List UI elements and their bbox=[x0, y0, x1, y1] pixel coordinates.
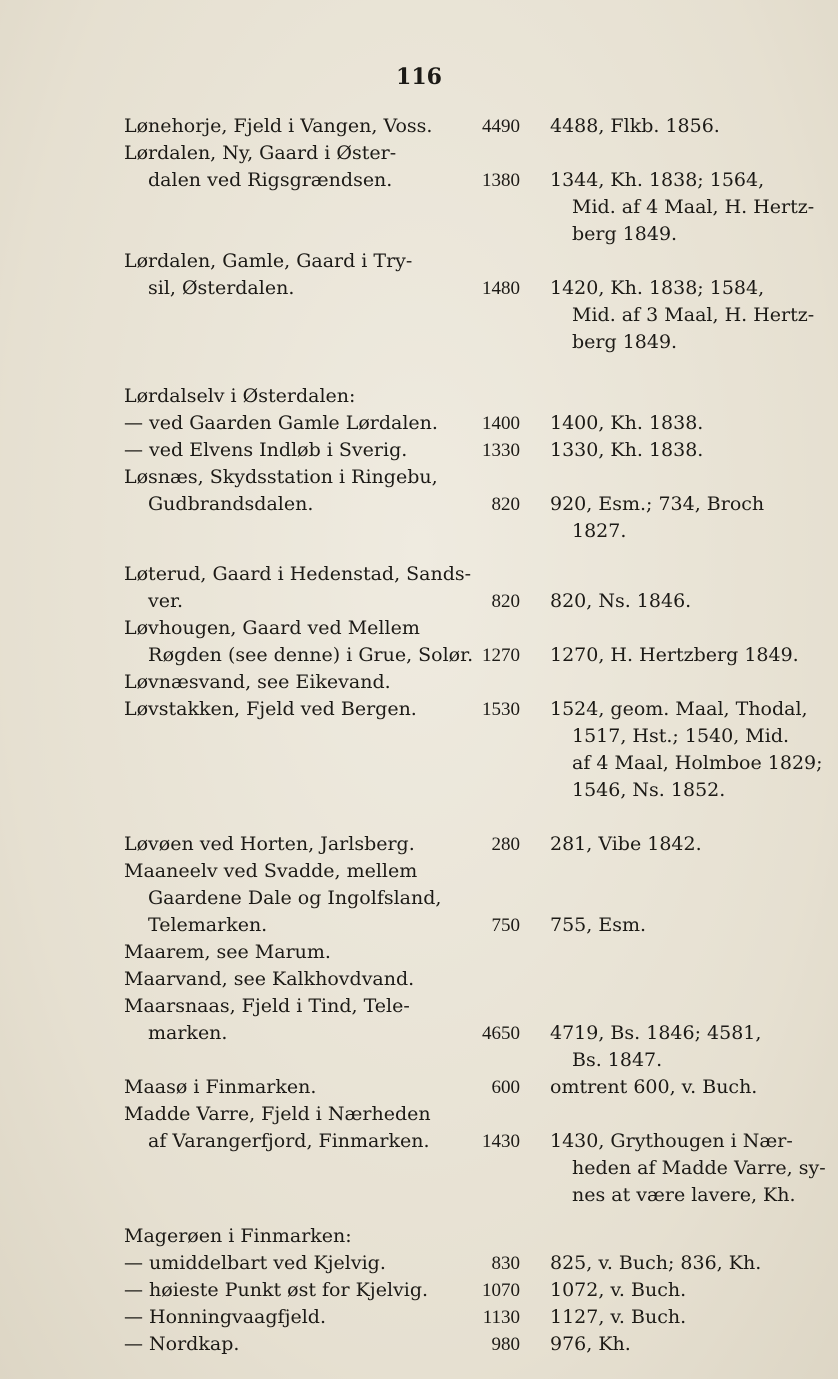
entry-source: berg 1849. bbox=[572, 223, 678, 245]
entry-name: Magerøen i Finmarken: bbox=[124, 1224, 352, 1247]
entry-row bbox=[0, 1223, 838, 1250]
entry-name: Maarvand, see Kalkhovdvand. bbox=[124, 968, 415, 991]
list-item bbox=[0, 140, 838, 248]
entry-list bbox=[0, 113, 838, 1358]
entry-row bbox=[0, 113, 838, 140]
list-item bbox=[0, 464, 838, 561]
entry-height: 280 bbox=[491, 834, 520, 856]
entry-source: 4719, Bs. 1846; 4581, bbox=[550, 1022, 762, 1045]
list-item bbox=[0, 383, 838, 410]
entry-row bbox=[0, 383, 838, 410]
list-item bbox=[0, 248, 838, 383]
entry-row bbox=[0, 777, 838, 804]
entry-name: — umiddelbart ved Kjelvig. bbox=[124, 1251, 386, 1274]
list-item bbox=[0, 939, 838, 966]
entry-source: Mid. af 3 Maal, H. Hertz- bbox=[572, 304, 815, 326]
list-item bbox=[0, 1304, 838, 1331]
entry-name: Telemarken. bbox=[148, 914, 268, 937]
entry-source: Bs. 1847. bbox=[572, 1049, 663, 1072]
entry-name: Løterud, Gaard i Hedenstad, Sands- bbox=[124, 563, 472, 586]
entry-row bbox=[0, 140, 838, 167]
entry-row bbox=[0, 642, 838, 669]
entry-height: 820 bbox=[491, 494, 520, 515]
entry-name: Maaneelv ved Svadde, mellem bbox=[124, 860, 418, 883]
entry-source: af 4 Maal, Holmboe 1829; bbox=[572, 752, 823, 775]
entry-row bbox=[0, 669, 838, 696]
entry-height: 1270 bbox=[482, 645, 520, 667]
entry-name: sil, Østerdalen. bbox=[148, 277, 295, 299]
entry-name: Gudbrandsdalen. bbox=[148, 493, 314, 515]
entry-row bbox=[0, 1277, 838, 1304]
entry-name: ver. bbox=[148, 590, 184, 613]
entry-source: 1524, geom. Maal, Thodal, bbox=[550, 698, 808, 721]
entry-source: 825, v. Buch; 836, Kh. bbox=[550, 1251, 762, 1274]
entry-name: Løsnæs, Skydsstation i Ringebu, bbox=[124, 466, 438, 488]
list-item bbox=[0, 696, 838, 831]
entry-height: 1330 bbox=[482, 440, 520, 461]
entry-row bbox=[0, 966, 838, 993]
entry-row bbox=[0, 275, 838, 302]
entry-name: Røgden (see denne) i Grue, Solør. bbox=[148, 644, 474, 667]
entry-gap bbox=[0, 545, 838, 561]
entry-name: Løvstakken, Fjeld ved Bergen. bbox=[124, 698, 417, 721]
entry-name: Lørdalen, Ny, Gaard i Øster- bbox=[124, 142, 397, 164]
entry-source: omtrent 600, v. Buch. bbox=[550, 1076, 758, 1099]
entry-row bbox=[0, 1331, 838, 1358]
entry-name: — Nordkap. bbox=[124, 1332, 240, 1355]
entry-source: nes at være lavere, Kh. bbox=[572, 1184, 796, 1207]
entry-row bbox=[0, 194, 838, 221]
list-item bbox=[0, 858, 838, 939]
list-item bbox=[0, 561, 838, 615]
entry-name: — ved Elvens Indløb i Sverig. bbox=[124, 439, 408, 461]
entry-name: Madde Varre, Fjeld i Nærheden bbox=[124, 1103, 431, 1126]
entry-name: — Honningvaagfjeld. bbox=[124, 1305, 326, 1328]
entry-row bbox=[0, 615, 838, 642]
list-item bbox=[0, 410, 838, 437]
entry-row bbox=[0, 1155, 838, 1182]
list-item bbox=[0, 831, 838, 858]
entry-name: Maasø i Finmarken. bbox=[124, 1076, 317, 1099]
entry-source: heden af Madde Varre, sy- bbox=[572, 1157, 826, 1180]
entry-name: Gaardene Dale og Ingolfsland, bbox=[148, 887, 442, 910]
entry-height: 1400 bbox=[482, 413, 520, 434]
list-item bbox=[0, 1331, 838, 1358]
entry-height: 820 bbox=[491, 591, 520, 613]
entry-row bbox=[0, 858, 838, 885]
entry-source: 1344, Kh. 1838; 1564, bbox=[550, 169, 765, 191]
entry-name: Lørdalselv i Østerdalen: bbox=[124, 385, 356, 407]
entry-height: 1480 bbox=[482, 278, 520, 299]
entry-row bbox=[0, 1182, 838, 1209]
entry-row bbox=[0, 167, 838, 194]
entry-row bbox=[0, 491, 838, 518]
entry-source: 1430, Grythougen i Nær- bbox=[550, 1130, 793, 1153]
entry-source: 976, Kh. bbox=[550, 1332, 631, 1355]
entry-row bbox=[0, 723, 838, 750]
entry-row bbox=[0, 1250, 838, 1277]
entry-name: Lørdalen, Gamle, Gaard i Try- bbox=[124, 250, 413, 272]
entry-gap bbox=[0, 804, 838, 831]
entry-row bbox=[0, 1128, 838, 1155]
entry-row bbox=[0, 1020, 838, 1047]
entry-source: 1072, v. Buch. bbox=[550, 1278, 687, 1301]
entry-source: 1330, Kh. 1838. bbox=[550, 439, 704, 461]
entry-row bbox=[0, 561, 838, 588]
entry-row bbox=[0, 993, 838, 1020]
entry-height: 1070 bbox=[482, 1279, 520, 1301]
entry-source: 4488, Flkb. 1856. bbox=[550, 115, 720, 137]
entry-name: Lønehorje, Fjeld i Vangen, Voss. bbox=[124, 115, 433, 137]
entry-source: 1546, Ns. 1852. bbox=[572, 779, 726, 802]
entry-source: 1517, Hst.; 1540, Mid. bbox=[572, 725, 790, 748]
list-item bbox=[0, 113, 838, 140]
entry-source: 1127, v. Buch. bbox=[550, 1305, 687, 1328]
entry-row bbox=[0, 248, 838, 275]
list-item bbox=[0, 615, 838, 669]
entry-height: 4650 bbox=[482, 1023, 520, 1045]
entry-height: 1380 bbox=[482, 170, 520, 191]
entry-source: 820, Ns. 1846. bbox=[550, 590, 692, 613]
entry-row bbox=[0, 464, 838, 491]
entry-name: af Varangerfjord, Finmarken. bbox=[148, 1130, 430, 1153]
entry-row bbox=[0, 518, 838, 545]
entry-row bbox=[0, 939, 838, 966]
entry-name: marken. bbox=[148, 1022, 228, 1045]
entry-row bbox=[0, 750, 838, 777]
entry-source: 1270, H. Hertzberg 1849. bbox=[550, 644, 799, 667]
entry-row bbox=[0, 1304, 838, 1331]
entry-row bbox=[0, 221, 838, 248]
entry-row bbox=[0, 1047, 838, 1074]
entry-height: 1530 bbox=[482, 699, 520, 721]
entry-row bbox=[0, 1074, 838, 1101]
list-item bbox=[0, 669, 838, 696]
entry-row bbox=[0, 329, 838, 356]
entry-source: 1420, Kh. 1838; 1584, bbox=[550, 277, 765, 299]
entry-source: 1827. bbox=[572, 520, 627, 542]
entry-name: Maarem, see Marum. bbox=[124, 941, 331, 964]
entry-gap bbox=[0, 1209, 838, 1223]
entry-height: 1430 bbox=[482, 1131, 520, 1153]
entry-name: dalen ved Rigsgrændsen. bbox=[148, 169, 393, 191]
list-item bbox=[0, 1074, 838, 1101]
entry-height: 600 bbox=[491, 1077, 520, 1099]
entry-height: 980 bbox=[491, 1333, 520, 1355]
entry-row bbox=[0, 410, 838, 437]
list-item bbox=[0, 1223, 838, 1250]
entry-source: berg 1849. bbox=[572, 331, 678, 353]
entry-name: — ved Gaarden Gamle Lørdalen. bbox=[124, 412, 438, 434]
entry-height: 830 bbox=[491, 1252, 520, 1274]
entry-row bbox=[0, 437, 838, 464]
entry-source: 1400, Kh. 1838. bbox=[550, 412, 704, 434]
list-item bbox=[0, 437, 838, 464]
entry-name: Løvnæsvand, see Eikevand. bbox=[124, 671, 391, 694]
entry-name: Maarsnaas, Fjeld i Tind, Tele- bbox=[124, 995, 410, 1018]
entry-row bbox=[0, 912, 838, 939]
entry-row bbox=[0, 831, 838, 858]
entry-height: 1130 bbox=[482, 1306, 520, 1328]
entry-name: — høieste Punkt øst for Kjelvig. bbox=[124, 1278, 429, 1301]
entry-height: 4490 bbox=[482, 116, 520, 137]
list-item bbox=[0, 966, 838, 993]
entry-source: 281, Vibe 1842. bbox=[550, 833, 702, 856]
page-number: 116 bbox=[396, 64, 442, 90]
list-item bbox=[0, 993, 838, 1074]
entry-height: 750 bbox=[491, 915, 520, 937]
entry-row bbox=[0, 302, 838, 329]
list-item bbox=[0, 1277, 838, 1304]
list-item bbox=[0, 1101, 838, 1223]
entry-source: 920, Esm.; 734, Broch bbox=[550, 493, 765, 515]
entry-gap bbox=[0, 356, 838, 383]
entry-name: Løvøen ved Horten, Jarlsberg. bbox=[124, 833, 415, 856]
entry-row bbox=[0, 696, 838, 723]
entry-source: Mid. af 4 Maal, H. Hertz- bbox=[572, 196, 815, 218]
list-item bbox=[0, 1250, 838, 1277]
entry-row bbox=[0, 885, 838, 912]
entry-row bbox=[0, 1101, 838, 1128]
entry-name: Løvhougen, Gaard ved Mellem bbox=[124, 617, 420, 640]
entry-source: 755, Esm. bbox=[550, 914, 647, 937]
entry-row bbox=[0, 588, 838, 615]
